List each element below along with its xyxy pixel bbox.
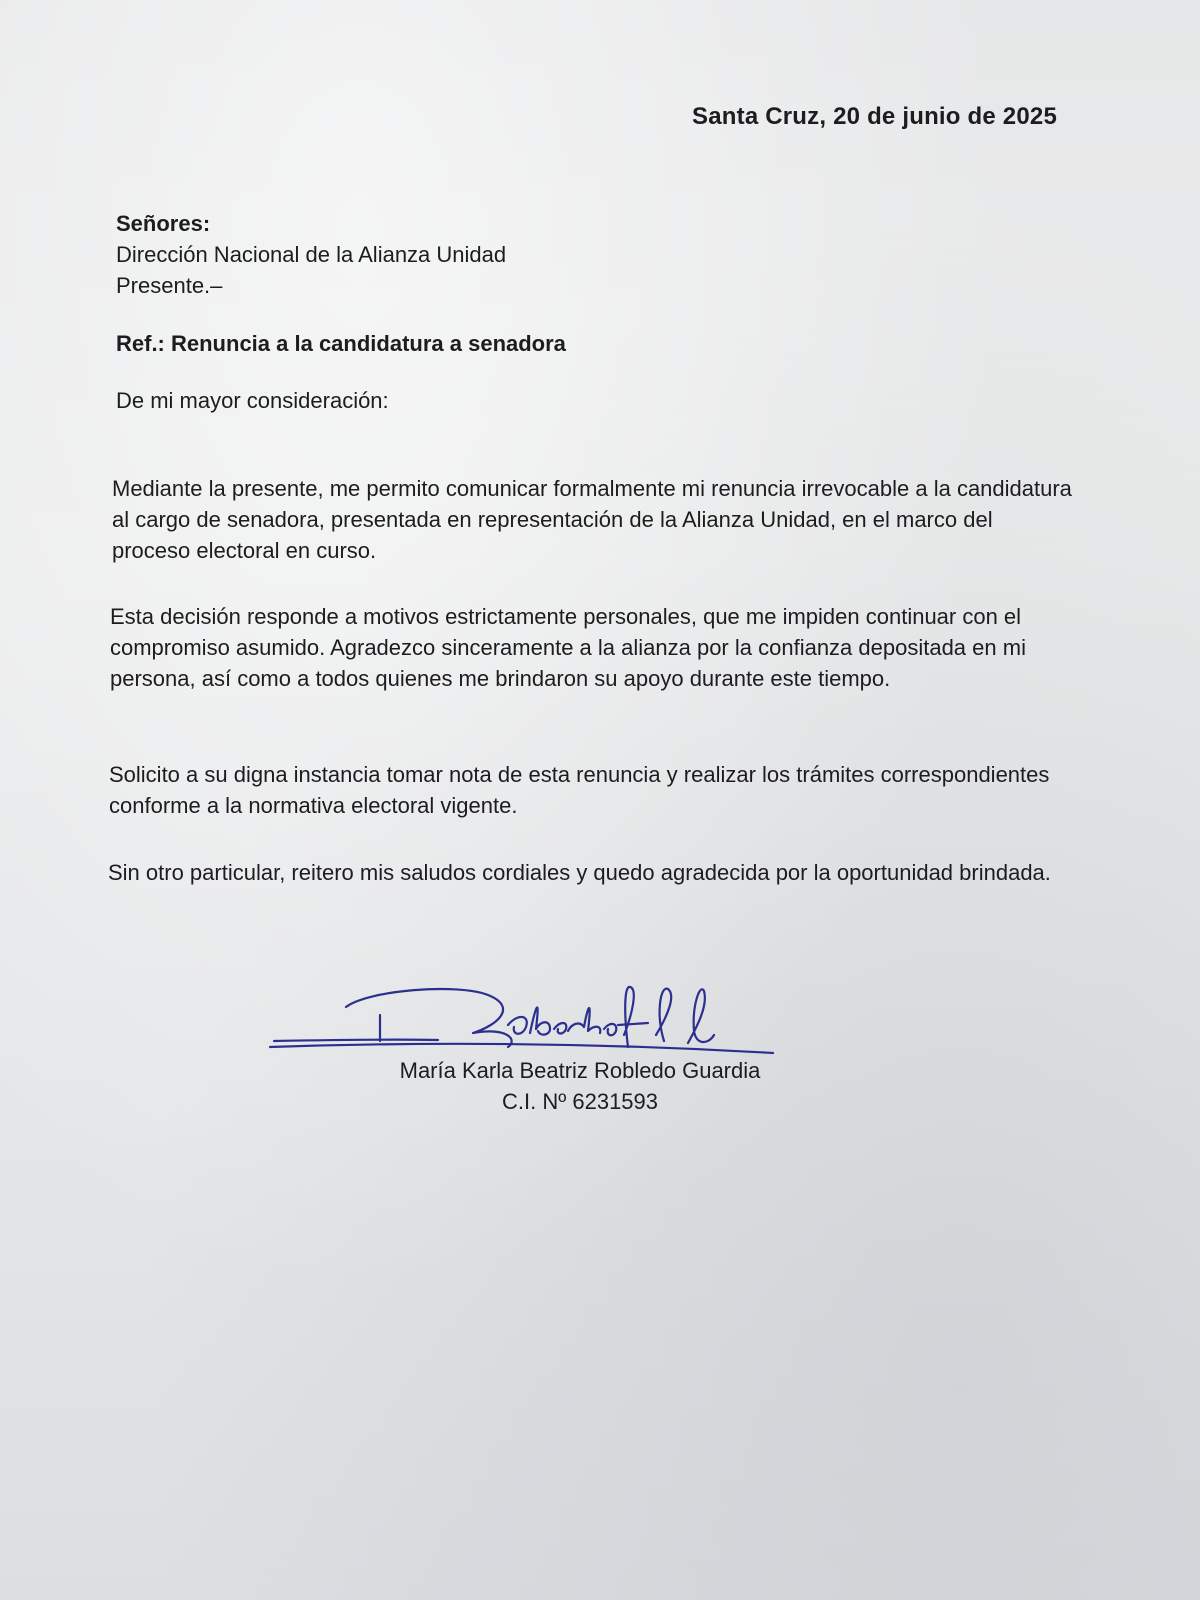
reference-line: Ref.: Renuncia a la candidatura a senadora — [116, 331, 566, 356]
salutation: Señores: — [116, 211, 211, 236]
letter-date: Santa Cruz, 20 de junio de 2025 — [692, 103, 1057, 130]
body-paragraph-2: Esta decisión responde a motivos estrictamente personales, que me impiden continuar con el compromiso asumido. Agradezco sinceramente a la alianza por la confianza depositada en mi persona, así como a todos quienes me brindaron su apoyo durante este tiempo. — [110, 604, 1026, 691]
signer-name: María Karla Beatriz Robledo Guardia — [399, 1058, 761, 1083]
presente-line: Presente.– — [116, 273, 223, 298]
greeting: De mi mayor consideración: — [116, 388, 389, 413]
handwritten-signature — [268, 985, 788, 1065]
body-paragraph-3: Solicito a su digna instancia tomar nota de esta renuncia y realizar los trámites correspondientes conforme a la normativa electoral vigente. — [109, 762, 1050, 818]
addressee-block — [116, 208, 506, 301]
body-paragraph-1: Mediante la presente, me permito comunicar formalmente mi renuncia irrevocable a la candidatura al cargo de senadora, presentada en representación de la Alianza Unidad, en el marco del proceso electoral en curso. — [112, 476, 1072, 563]
recipient: Dirección Nacional de la Alianza Unidad — [116, 242, 507, 267]
signer-id: C.I. Nº 6231593 — [501, 1089, 659, 1114]
body-paragraph-4: Sin otro particular, reitero mis saludos cordiales y quedo agradecida por la oportunidad brindada. — [108, 860, 1051, 885]
